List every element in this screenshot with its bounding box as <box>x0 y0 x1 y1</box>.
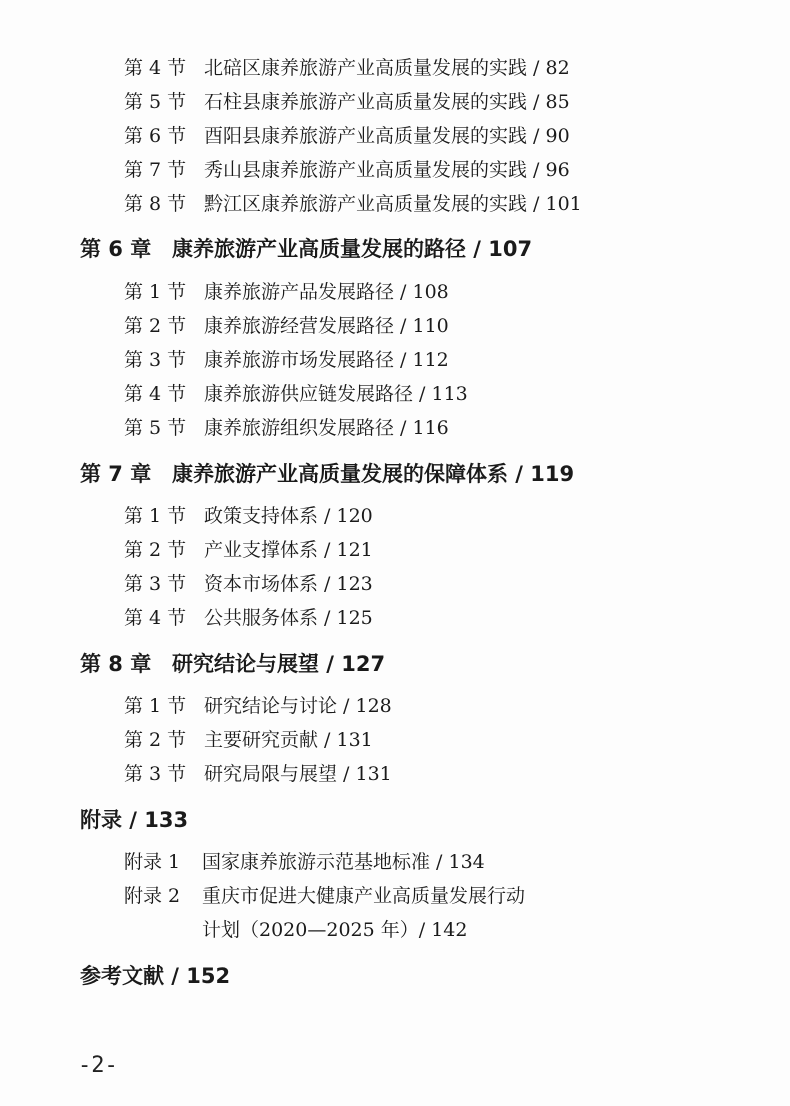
section-label: 第 4 节 <box>124 383 187 405</box>
section-title: 康养旅游组织发展路径 / 116 <box>204 417 449 439</box>
toc-appendix-2-continued[interactable] <box>202 918 467 942</box>
appendix-label: 附录 1 <box>124 851 181 873</box>
appendix-item-title: 重庆市促进大健康产业高质量发展行动 <box>202 885 526 907</box>
section-title: 资本市场体系 / 123 <box>204 573 373 595</box>
section-title: 公共服务体系 / 125 <box>204 607 373 629</box>
section-label: 第 4 节 <box>124 57 187 79</box>
toc-appendix-2[interactable] <box>124 884 525 908</box>
toc-section-5-5[interactable] <box>124 90 570 114</box>
section-label: 第 3 节 <box>124 573 187 595</box>
chapter-title: 康养旅游产业高质量发展的保障体系 / 119 <box>172 462 575 486</box>
toc-chapter-6[interactable] <box>80 235 532 263</box>
chapter-title: 康养旅游产业高质量发展的路径 / 107 <box>172 237 533 261</box>
section-title: 秀山县康养旅游产业高质量发展的实践 / 96 <box>204 159 570 181</box>
section-label: 第 1 节 <box>124 281 187 303</box>
section-label: 第 3 节 <box>124 763 187 785</box>
toc-section-6-2[interactable] <box>124 314 449 338</box>
toc-section-8-1[interactable] <box>124 694 392 718</box>
toc-section-5-7[interactable] <box>124 158 570 182</box>
toc-section-7-2[interactable] <box>124 538 373 562</box>
section-title: 产业支撑体系 / 121 <box>204 539 373 561</box>
toc-section-6-3[interactable] <box>124 348 449 372</box>
section-label: 第 5 节 <box>124 91 187 113</box>
section-title: 政策支持体系 / 120 <box>204 505 373 527</box>
section-label: 第 5 节 <box>124 417 187 439</box>
appendix-item-title-continued: 计划（2020—2025 年）/ 142 <box>202 919 468 941</box>
chapter-title: 研究结论与展望 / 127 <box>172 652 386 676</box>
toc-section-5-8[interactable] <box>124 192 582 216</box>
section-title: 研究局限与展望 / 131 <box>204 763 392 785</box>
section-title: 康养旅游产品发展路径 / 108 <box>204 281 449 303</box>
page-number: -2- <box>78 1053 118 1078</box>
section-label: 第 2 节 <box>124 729 187 751</box>
section-title: 石柱县康养旅游产业高质量发展的实践 / 85 <box>204 91 570 113</box>
section-label: 第 8 节 <box>124 193 187 215</box>
toc-section-5-4[interactable] <box>124 56 570 80</box>
section-title: 主要研究贡献 / 131 <box>204 729 373 751</box>
toc-section-8-2[interactable] <box>124 728 373 752</box>
toc-section-6-4[interactable] <box>124 382 468 406</box>
section-title: 黔江区康养旅游产业高质量发展的实践 / 101 <box>204 193 582 215</box>
chapter-label: 第 8 章 <box>80 652 152 676</box>
section-title: 康养旅游供应链发展路径 / 113 <box>204 383 468 405</box>
chapter-label: 第 6 章 <box>80 237 152 261</box>
references-title: 参考文献 / 152 <box>80 964 231 988</box>
section-label: 第 7 节 <box>124 159 187 181</box>
toc-appendix[interactable] <box>80 806 188 834</box>
appendix-item-title: 国家康养旅游示范基地标准 / 134 <box>202 851 485 873</box>
section-title: 康养旅游市场发展路径 / 112 <box>204 349 449 371</box>
section-title: 酉阳县康养旅游产业高质量发展的实践 / 90 <box>204 125 570 147</box>
toc-appendix-1[interactable] <box>124 850 485 874</box>
appendix-label: 附录 2 <box>124 885 181 907</box>
toc-section-6-1[interactable] <box>124 280 449 304</box>
section-label: 第 2 节 <box>124 315 187 337</box>
toc-section-6-5[interactable] <box>124 416 449 440</box>
section-title: 康养旅游经营发展路径 / 110 <box>204 315 449 337</box>
toc-chapter-8[interactable] <box>80 650 385 678</box>
chapter-label: 第 7 章 <box>80 462 152 486</box>
toc-chapter-7[interactable] <box>80 460 574 488</box>
section-label: 第 2 节 <box>124 539 187 561</box>
section-label: 第 6 节 <box>124 125 187 147</box>
toc-section-8-3[interactable] <box>124 762 392 786</box>
toc-section-7-4[interactable] <box>124 606 373 630</box>
toc-section-5-6[interactable] <box>124 124 570 148</box>
toc-section-7-1[interactable] <box>124 504 373 528</box>
section-label: 第 3 节 <box>124 349 187 371</box>
toc-references[interactable] <box>80 962 230 990</box>
section-label: 第 4 节 <box>124 607 187 629</box>
section-label: 第 1 节 <box>124 695 187 717</box>
section-title: 北碚区康养旅游产业高质量发展的实践 / 82 <box>204 57 570 79</box>
toc-section-7-3[interactable] <box>124 572 373 596</box>
appendix-title: 附录 / 133 <box>80 808 189 832</box>
section-title: 研究结论与讨论 / 128 <box>204 695 392 717</box>
section-label: 第 1 节 <box>124 505 187 527</box>
